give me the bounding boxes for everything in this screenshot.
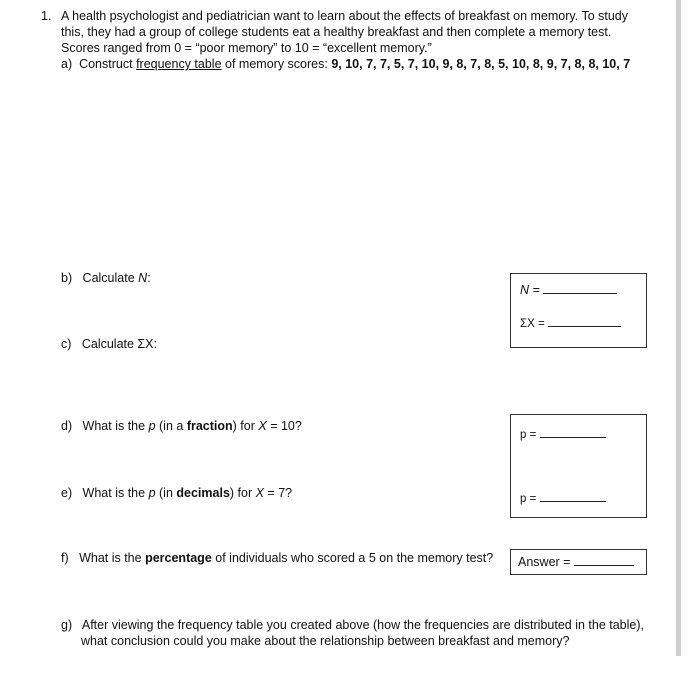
part-a-prefix: Construct (79, 57, 133, 71)
part-a (61, 56, 630, 72)
part-d-label: d) (61, 419, 73, 433)
part-c-label: c) (61, 337, 72, 351)
part-e-label: e) (61, 486, 73, 500)
part-c (61, 336, 157, 352)
frequency-table-link[interactable]: frequency table (136, 57, 222, 71)
part-e-x: X (255, 486, 264, 500)
part-d-text-1: What is the (82, 419, 146, 433)
part-f-text-1: What is the (79, 551, 142, 565)
n-answer-blank[interactable] (543, 283, 617, 294)
p-fraction-answer-blank[interactable] (540, 427, 606, 438)
part-g-label: g) (61, 618, 73, 632)
p-fraction-answer-row[interactable] (520, 426, 606, 443)
part-d-bold: fraction (186, 419, 233, 433)
part-e-p: p (148, 486, 156, 500)
sumx-answer-blank[interactable] (548, 316, 621, 327)
part-f-bold: percentage (145, 551, 212, 565)
part-g-line-2: what conclusion could you make about the relationship between breakfast and memory? (81, 634, 570, 648)
part-e-text-4: = 7? (267, 486, 293, 500)
part-d-p: p (148, 419, 156, 433)
memory-scores: 9, 10, 7, 7, 5, 7, 10, 9, 8, 7, 8, 5, 10, 8, 9, 7, 8, 8, 10, 7 (331, 57, 631, 71)
p-decimal-answer-blank[interactable] (540, 491, 606, 502)
part-b-var: N (138, 271, 148, 285)
answer-label: Answer = (518, 555, 571, 569)
n-answer-row[interactable] (520, 282, 617, 298)
percentage-answer-blank[interactable] (574, 555, 634, 566)
part-b-text: Calculate (82, 271, 135, 285)
part-f-text-2: of individuals who scored a 5 on the memory test? (215, 551, 494, 565)
sumx-answer-row[interactable] (520, 315, 621, 332)
part-c-text: Calculate ΣX: (81, 337, 157, 351)
part-f-label: f) (61, 551, 69, 565)
question-intro-line-2: this, they had a group of college students eat a healthy breakfast and then complete a memory test. (61, 25, 612, 39)
part-e-text-2: (in (159, 486, 173, 500)
part-b-colon: : (147, 271, 151, 285)
part-e-text-3: ) for (229, 486, 253, 500)
part-g-text-1: After viewing the frequency table you created above (how the frequencies are distributed in the table), (81, 618, 644, 632)
part-e-text-1: What is the (82, 486, 146, 500)
p-decimal-label: p = (520, 493, 537, 505)
part-d (61, 418, 302, 434)
part-b (61, 270, 151, 286)
question-number: 1. (41, 9, 52, 23)
part-d-text-2: (in a (159, 419, 184, 433)
part-a-label: a) (61, 57, 73, 71)
p-fraction-label: p = (520, 429, 537, 441)
page-edge-shadow (676, 0, 681, 656)
part-b-label: b) (61, 271, 73, 285)
percentage-answer-row[interactable] (518, 554, 634, 570)
question-intro-line-1: A health psychologist and pediatrician want to learn about the effects of breakfast on memory. To study (61, 9, 629, 23)
part-d-text-3: ) for (232, 419, 255, 433)
part-e-bold: decimals (176, 486, 230, 500)
part-f (61, 550, 493, 566)
part-a-mid: of memory scores: (225, 57, 328, 71)
question-intro-line-3: Scores ranged from 0 = “poor memory” to 10 = “excellent memory.” (61, 41, 432, 55)
part-d-x: X (258, 419, 267, 433)
n-label: N = (520, 283, 540, 297)
part-g-line-1 (61, 617, 644, 633)
sumx-label: ΣX = (520, 318, 545, 330)
part-e (61, 485, 292, 501)
p-decimal-answer-row[interactable] (520, 490, 606, 507)
part-d-text-4: = 10? (270, 419, 302, 433)
